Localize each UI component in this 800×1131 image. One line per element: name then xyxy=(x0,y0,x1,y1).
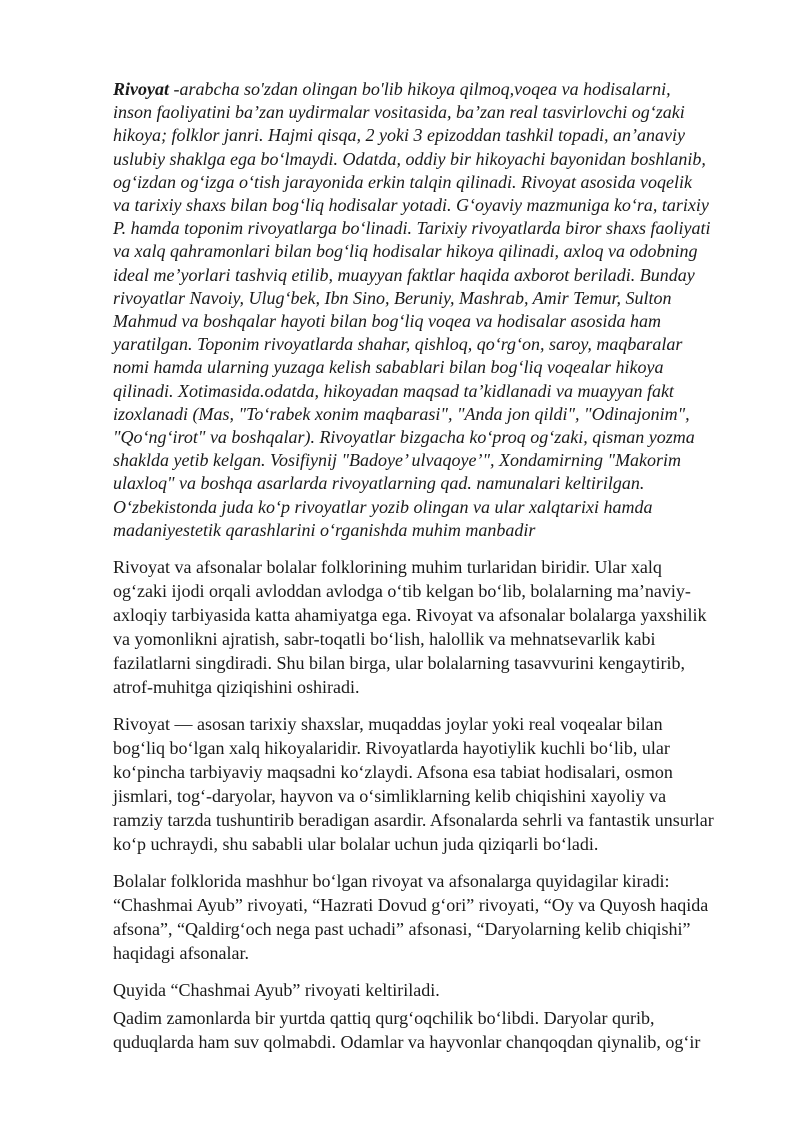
text-line: Oʻzbekistonda juda koʻp rivoyatlar yozib olingan va ular xalqtarixi hamda xyxy=(113,496,653,517)
paragraph xyxy=(113,1006,793,1054)
text-line: uslubiy shaklga ega boʻlmaydi. Odatda, oddiy bir hikoyachi bayonidan boshlanib, xyxy=(113,148,706,169)
text-line: fazilatlarni singdiradi. Shu bilan birga, ular bolalarning tasavvurini kengaytirib, xyxy=(113,653,686,674)
lead-word: Rivoyat xyxy=(113,79,169,99)
text-line: Rivoyat — asosan tarixiy shaxslar, muqaddas joylar yoki real voqealar bilan xyxy=(113,714,663,735)
text-line: "Qoʻngʻirot" va boshqalar). Rivoyatlar bizgacha koʻproq ogʻzaki, qisman yozma xyxy=(113,427,695,448)
text-line: ramziy tarzda tushuntirib beradigan asardir. Afsonalarda sehrli va fantastik unsurlar xyxy=(113,810,714,831)
text-line: Rivoyat va afsonalar bolalar folklorining muhim turlaridan biridir. Ular xalq xyxy=(113,557,662,578)
text-line: va tarixiy shaxs bilan bogʻliq hodisalar yotadi. Gʻoyaviy mazmuniga koʻra, tarixiy xyxy=(113,195,709,216)
paragraph xyxy=(113,869,793,965)
text-line: bogʻliq boʻlgan xalq hikoyalaridir. Rivoyatlarda hayotiylik kuchli boʻlib, ular xyxy=(113,738,670,759)
text-line: hikoya; folklor janri. Hajmi qisqa, 2 yoki 3 epizoddan tashkil topadi, an’anaviy xyxy=(113,125,685,146)
text-line: Qadim zamonlarda bir yurtda qattiq qurgʻoqchilik boʻlibdi. Daryolar qurib, xyxy=(113,1008,655,1029)
text-line: Mahmud va boshqalar hayoti bilan bogʻliq voqea va hodisalar asosida ham xyxy=(113,311,661,332)
text-line: quduqlarda ham suv qolmabdi. Odamlar va hayvonlar chanqoqdan qiynalib, ogʻir xyxy=(113,1032,701,1053)
text-line: P. hamda toponim rivoyatlarga boʻlinadi. Tarixiy rivoyatlarda biror shaxs faoliyati xyxy=(113,218,711,239)
text-line: afsona”, “Qaldirgʻoch nega past uchadi” afsonasi, “Daryolarning kelib chiqishi” xyxy=(113,919,691,940)
text-line: Bolalar folklorida mashhur boʻlgan rivoyat va afsonalarga quyidagilar kiradi: xyxy=(113,871,670,892)
text-line: madaniyestetik qarashlarini oʻrganishda muhim manbadir xyxy=(113,519,536,540)
text-line: Quyida “Chashmai Ayub” rivoyati keltiriladi. xyxy=(113,980,440,1001)
text-line: izoxlanadi (Mas, "Toʻrabek xonim maqbarasi", "Anda jon qildi", "Odinajonim", xyxy=(113,403,690,424)
text-line: nomi hamda ularning yuzaga kelish sabablari bilan bogʻliq voqealar hikoya xyxy=(113,357,664,378)
text-line: koʻpincha tarbiyaviy maqsadni koʻzlaydi. Afsona esa tabiat hodisalari, osmon xyxy=(113,762,673,783)
text-line: “Chashmai Ayub” rivoyati, “Hazrati Dovud gʻori” rivoyati, “Oy va Quyosh haqida xyxy=(113,895,709,916)
text-line: shaklda yetib kelgan. Vosifiynij "Badoye’ ulvaqoye’", Xondamirning "Makorim xyxy=(113,450,682,471)
text-line: Rivoyat -arabcha so'zdan olingan bo'lib hikoya qilmoq,voqea va hodisalarni, xyxy=(113,79,671,99)
text-line: axloqiy tarbiyasida katta ahamiyatga ega. Rivoyat va afsonalar bolalarga yaxshilik xyxy=(113,605,707,626)
text-line: atrof-muhitga qiziqishini oshiradi. xyxy=(113,677,360,698)
text-line: ideal me’yorlari tashviq etilib, muayyan faktlar haqida axborot beriladi. Bunday xyxy=(113,264,695,285)
text-line: ulaxloq" va boshqa asarlarda rivoyatlarning qad. namunalari keltirilgan. xyxy=(113,473,645,494)
paragraph xyxy=(113,712,793,856)
paragraph xyxy=(113,978,793,1002)
text-line: qilinadi. Xotimasida.odatda, hikoyadan maqsad ta’kidlanadi va muayyan fakt xyxy=(113,380,674,401)
text-line: jismlari, togʻ-daryolar, hayvon va oʻsimliklarning kelib chiqishini xayoliy va xyxy=(113,786,667,807)
paragraph xyxy=(113,78,793,542)
text-line: yaratilgan. Toponim rivoyatlarda shahar, qishloq, qoʻrgʻon, saroy, maqbaralar xyxy=(113,334,683,355)
document-body xyxy=(113,78,793,1067)
text-line: rivoyatlar Navoiy, Ulugʻbek, Ibn Sino, Beruniy, Mashrab, Amir Temur, Sulton xyxy=(113,287,672,308)
text-line: va yomonlikni ajratish, sabr-toqatli boʻlish, halollik va mehnatsevarlik kabi xyxy=(113,629,656,650)
text-line: haqidagi afsonalar. xyxy=(113,943,249,964)
text-line: inson faoliyatini ba’zan uydirmalar vositasida, ba’zan real tasvirlovchi ogʻzaki xyxy=(113,102,685,123)
paragraph xyxy=(113,555,793,699)
text-line: ogʻzaki ijodi orqali avloddan avlodga oʻtib kelgan boʻlib, bolalarning ma’naviy- xyxy=(113,581,691,602)
text-line: koʻp uchraydi, shu sababli ular bolalar uchun juda qiziqarli boʻladi. xyxy=(113,834,599,855)
text-line: va xalq qahramonlari bilan bogʻliq hodisalar hikoya qilinadi, axloq va odobning xyxy=(113,241,698,262)
text-line: ogʻizdan ogʻizga oʻtish jarayonida erkin talqin qilinadi. Rivoyat asosida voqelik xyxy=(113,171,692,192)
